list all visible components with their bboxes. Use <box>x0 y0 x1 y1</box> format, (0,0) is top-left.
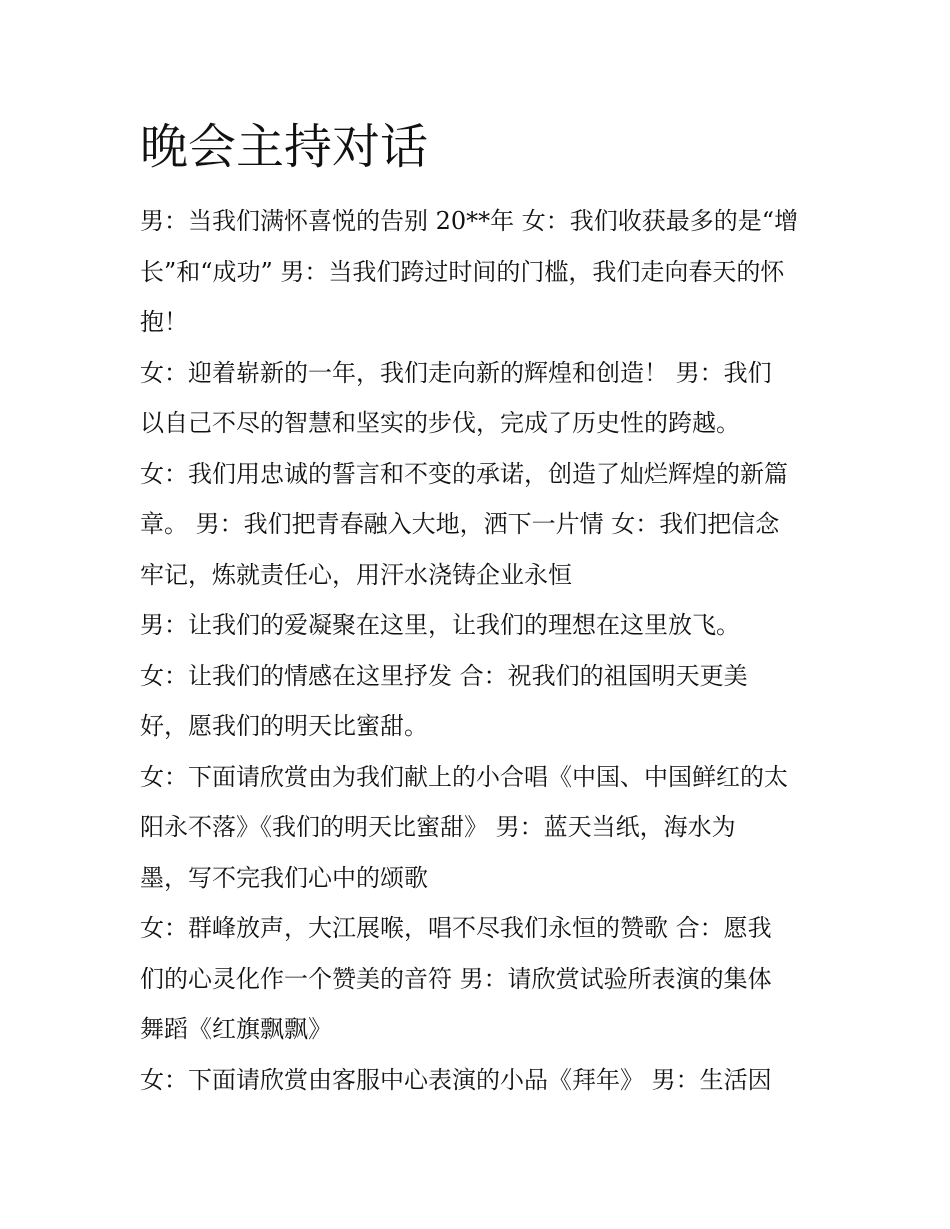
paragraph <box>140 903 820 1055</box>
text-line: 女：下面请欣赏由客服中心表演的小品《拜年》 男：生活因 <box>140 1065 772 1094</box>
document-title: 晚会主持对话 <box>140 119 429 175</box>
text-line: 好，愿我们的明天比蜜甜。 <box>140 712 428 740</box>
text-line: 们的心灵化作一个赞美的音符 男：请欣赏试验所表演的集体 <box>140 964 772 993</box>
text-line: 长”和“成功” 男：当我们跨过时间的门槛，我们走向春天的怀 <box>140 257 785 286</box>
text-line: 墨，写不完我们心中的颂歌 <box>140 863 428 892</box>
paragraph <box>140 196 820 348</box>
text-line: 女：让我们的情感在这里抒发 合：祝我们的祖国明天更美 <box>140 661 748 690</box>
text-line: 舞蹈《红旗飘飘》 <box>140 1015 332 1043</box>
text-line: 抱！ <box>140 308 188 336</box>
paragraph <box>140 348 820 449</box>
paragraph <box>140 449 820 601</box>
paragraph <box>140 752 820 904</box>
document-body <box>140 196 820 1105</box>
text-line: 女：下面请欣赏由为我们献上的小合唱《中国、中国鲜红的太 <box>140 762 788 791</box>
text-line: 男：当我们满怀喜悦的告别 20**年 女：我们收获最多的是“增 <box>140 207 799 235</box>
text-line: 阳永不落》《我们的明天比蜜甜》 男：蓝天当纸，海水为 <box>140 813 736 841</box>
paragraph <box>140 651 820 752</box>
text-line: 牢记，炼就责任心，用汗水浇铸企业永恒 <box>140 560 572 589</box>
paragraph <box>140 1055 820 1106</box>
paragraph <box>140 600 820 651</box>
text-line: 女：我们用忠诚的誓言和不变的承诺，创造了灿烂辉煌的新篇 <box>140 459 788 488</box>
text-line: 女：迎着崭新的一年，我们走向新的辉煌和创造！ 男：我们 <box>140 358 772 387</box>
text-line: 以自己不尽的智慧和坚实的步伐，完成了历史性的跨越。 <box>140 409 740 437</box>
text-line: 男：让我们的爱凝聚在这里，让我们的理想在这里放飞。 <box>140 611 740 639</box>
text-line: 女：群峰放声，大江展喉，唱不尽我们永恒的赞歌 合：愿我 <box>140 914 772 942</box>
text-line: 章。 男：我们把青春融入大地，洒下一片情 女：我们把信念 <box>140 510 780 538</box>
